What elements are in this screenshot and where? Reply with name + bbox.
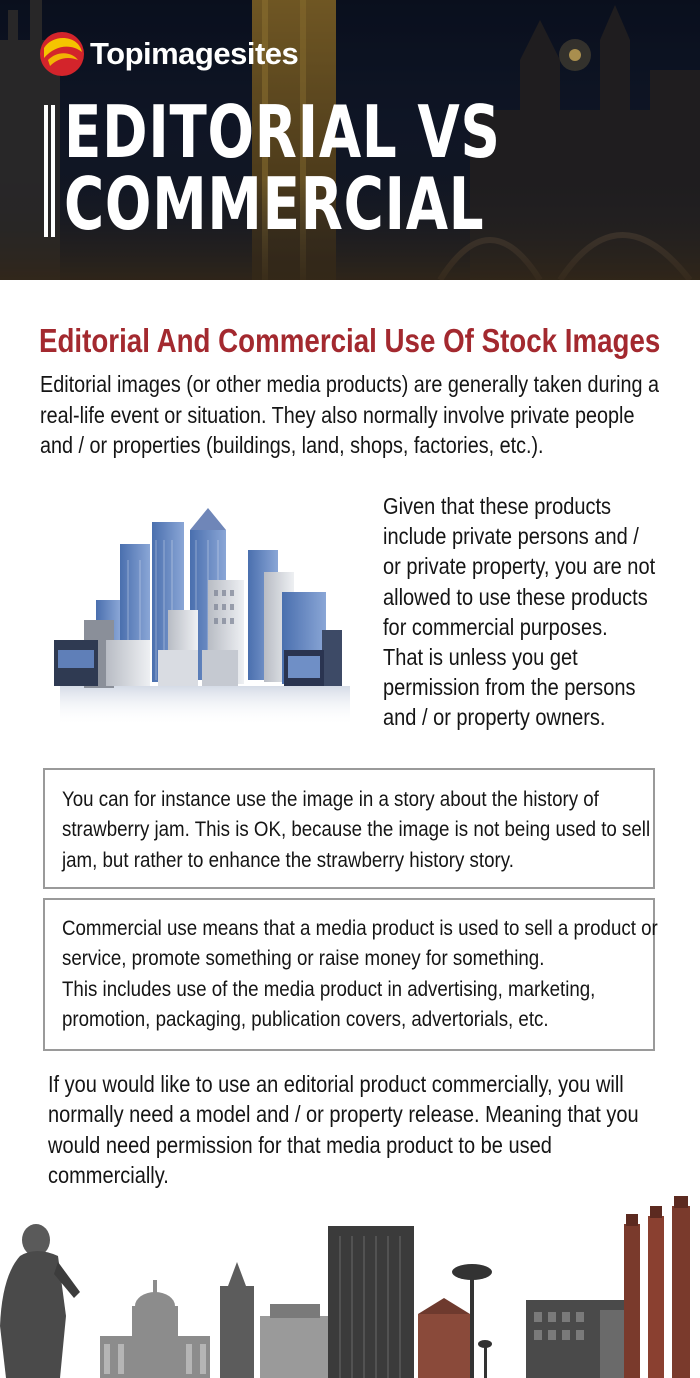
text-line: Given that these products xyxy=(383,493,612,519)
text-line: and / or properties (buildings, land, shops, factories, etc.). xyxy=(40,432,544,458)
example-box xyxy=(43,768,655,889)
title-accent-bar xyxy=(44,105,48,237)
text-line: commercially. xyxy=(48,1161,169,1188)
brand-logo[interactable] xyxy=(38,30,298,78)
city-silhouette-footer xyxy=(0,1196,700,1378)
text-line: strawberry jam. This is OK, because the image is not being used to sell xyxy=(62,817,651,842)
commercial-definition-box xyxy=(43,898,658,1051)
text-line: If you would like to use an editorial product commercially, you will xyxy=(48,1071,624,1097)
city-skyline-illustration xyxy=(50,500,360,730)
text-line: permission from the persons xyxy=(383,674,636,701)
text-line: Editorial images (or other media products) are generally taken during a xyxy=(40,371,659,397)
text-line: service, promote something or raise money for something. xyxy=(62,946,545,971)
text-line: jam, but rather to enhance the strawberry history story. xyxy=(62,847,514,872)
text-line: normally need a model and / or property release. Meaning that you xyxy=(48,1101,639,1128)
logo-sphere-icon xyxy=(38,30,86,78)
intro-paragraph xyxy=(40,369,659,461)
text-line: promotion, packaging, publication covers, advertorials, etc. xyxy=(62,1006,549,1031)
text-line: Commercial use means that a media product is used to sell a product or xyxy=(62,916,658,940)
page-title xyxy=(64,90,501,246)
text-line: That is unless you get xyxy=(383,644,578,671)
text-line: real-life event or situation. They also normally involve private people xyxy=(40,401,635,428)
text-line: allowed to use these products xyxy=(383,583,648,610)
text-line: This includes use of the media product in advertising, marketing, xyxy=(62,976,596,1001)
closing-paragraph xyxy=(48,1069,639,1190)
text-line: You can for instance use the image in a story about the history of xyxy=(62,787,599,811)
title-accent-bar xyxy=(51,105,55,237)
title-line: EDITORIAL VS xyxy=(64,90,501,174)
text-line: for commercial purposes. xyxy=(383,613,608,640)
logo-text: Topimagesites xyxy=(90,36,299,71)
text-line: would need permission for that media product to be used xyxy=(48,1131,552,1158)
text-line: and / or property owners. xyxy=(383,704,606,731)
title-line: COMMERCIAL xyxy=(64,162,485,246)
section-heading: Editorial And Commercial Use Of Stock Images xyxy=(39,322,661,359)
text-line: include private persons and / xyxy=(383,523,639,550)
worker-figure xyxy=(0,1224,80,1378)
definition-text xyxy=(62,913,658,1034)
example-text xyxy=(62,784,650,875)
text-line: or private property, you are not xyxy=(383,553,656,580)
side-paragraph xyxy=(383,491,655,733)
hero-banner xyxy=(0,0,700,280)
